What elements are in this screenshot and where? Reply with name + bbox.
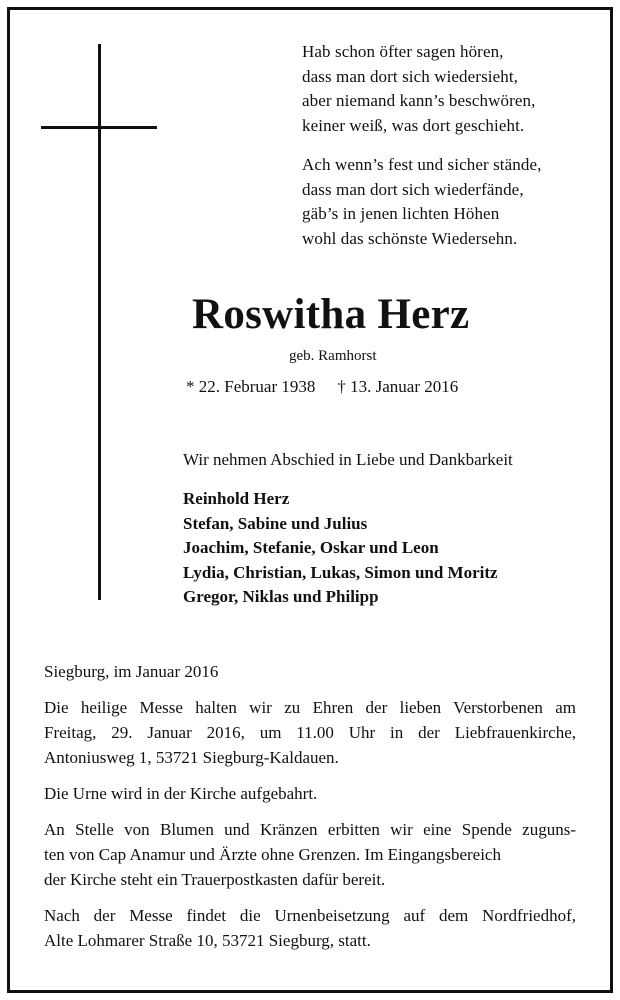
life-dates <box>186 376 458 398</box>
maiden-name: geb. Ramhorst <box>289 348 377 364</box>
mourner-line: Joachim, Stefanie, Oskar und Leon <box>183 538 439 557</box>
mourners-list <box>183 487 498 610</box>
farewell-text: Wir nehmen Abschied in Liebe und Dankbarkeit <box>183 450 513 469</box>
mass-line: Die heilige Messe halten wir zu Ehren der lieben Verstorbenen am <box>44 698 576 717</box>
poem-stanza-1 <box>302 40 541 138</box>
donation-line: ten von Cap Anamur und Ärzte ohne Grenzen. Im Eingangsbereich <box>44 845 501 864</box>
place-date: Siegburg, im Januar 2016 <box>44 662 219 681</box>
cross-horizontal-bar <box>41 126 157 129</box>
mourner-line: Stefan, Sabine und Julius <box>183 513 368 533</box>
mourner-line: Lydia, Christian, Lukas, Simon und Moritz <box>183 562 498 582</box>
mass-line: Antoniusweg 1, 53721 Siegburg-Kaldauen. <box>44 748 339 767</box>
poem-line: Hab schon öfter sagen hören, <box>302 42 504 61</box>
burial-line: Nach der Messe findet die Urnenbeisetzung auf dem Nordfriedhof, <box>44 906 576 925</box>
poem-stanza-2 <box>302 153 541 251</box>
deceased-name: Roswitha Herz <box>192 291 470 338</box>
poem-line: dass man dort sich wiedersieht, <box>302 66 519 86</box>
footer-text <box>44 659 576 953</box>
poem-line: keiner weiß, was dort geschieht. <box>302 115 525 135</box>
mourner-line: Reinhold Herz <box>183 489 290 508</box>
urn-paragraph: Die Urne wird in der Kirche aufgebahrt. <box>44 784 318 803</box>
poem <box>302 40 541 251</box>
poem-line: wohl das schönste Wiedersehn. <box>302 228 518 248</box>
poem-line: dass man dort sich wiederfände, <box>302 179 524 199</box>
mourner-line: Gregor, Niklas und Philipp <box>183 587 379 606</box>
birth-date: * 22. Februar 1938 <box>186 377 316 396</box>
death-date: † 13. Januar 2016 <box>337 377 459 396</box>
burial-line: Alte Lohmarer Straße 10, 53721 Siegburg, statt. <box>44 931 371 950</box>
donation-line: der Kirche steht ein Trauerpostkasten dafür bereit. <box>44 870 386 889</box>
poem-line: aber niemand kann’s beschwören, <box>302 91 536 110</box>
poem-line: Ach wenn’s fest und sicher stände, <box>302 155 542 174</box>
poem-line: gäb’s in jenen lichten Höhen <box>302 204 500 223</box>
burial-paragraph <box>44 903 576 953</box>
mass-paragraph <box>44 695 576 770</box>
mass-line: Freitag, 29. Januar 2016, um 11.00 Uhr in der Liebfrauenkirche, <box>44 723 576 742</box>
donation-line: An Stelle von Blumen und Kränzen erbitten wir eine Spende zuguns- <box>44 820 576 839</box>
donation-paragraph <box>44 817 576 892</box>
